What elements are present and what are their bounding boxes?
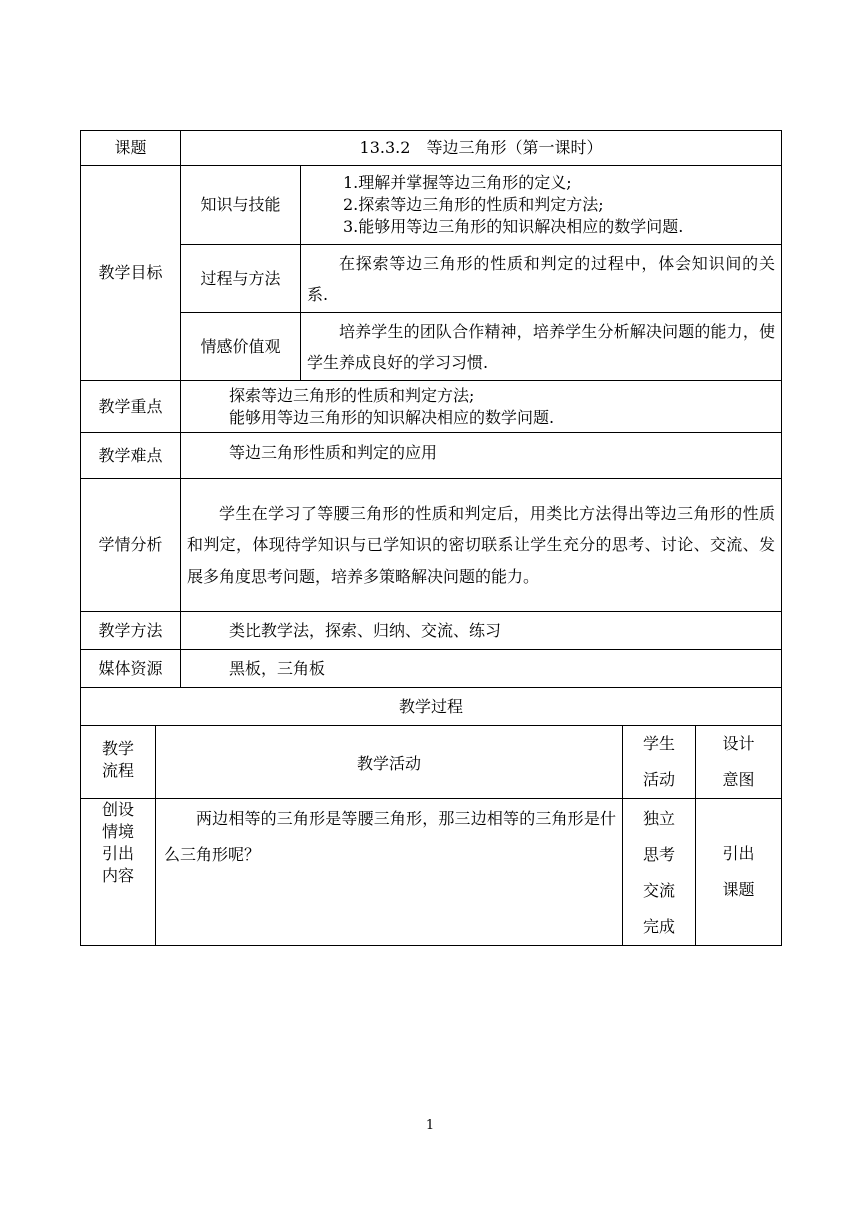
goals-label: 教学目标: [81, 166, 181, 381]
analysis-text: 学生在学习了等腰三角形的性质和判定后，用类比方法得出等边三角形的性质和判定，体现待学知识与已学知识的密切联系让学生充分的思考、讨论、交流、发展多角度思考问题，培养多策略解决问题的能力。: [181, 479, 782, 612]
goal-label-knowledge: 知识与技能: [181, 166, 301, 245]
methods-row: [81, 612, 782, 650]
row-student: [623, 799, 696, 946]
goal-row-knowledge: [81, 166, 782, 245]
goal-text-process: 在探索等边三角形的性质和判定的过程中，体会知识间的关系.: [301, 245, 782, 313]
row-activity: 两边相等的三角形是等腰三角形，那三边相等的三角形是什么三角形呢？: [156, 799, 623, 946]
page-number: 1: [425, 1118, 435, 1133]
key-points-text: [181, 381, 782, 433]
key-points-label: 教学重点: [81, 381, 181, 433]
goal-knowledge-line-1: 1.理解并掌握等边三角形的定义;: [343, 173, 572, 192]
analysis-row: [81, 479, 782, 612]
header-student: [623, 726, 696, 799]
lesson-plan-table: [80, 130, 782, 726]
process-title: 教学过程: [81, 688, 782, 726]
analysis-label: 学情分析: [81, 479, 181, 612]
header-student-line-1: 学生: [642, 734, 675, 753]
goal-label-emotion: 情感价值观: [181, 313, 301, 381]
goal-label-process: 过程与方法: [181, 245, 301, 313]
key-points-line-2: 能够用等边三角形的知识解决相应的数学问题.: [229, 407, 555, 427]
topic-row: [81, 131, 782, 166]
goal-knowledge-line-2: 2.探索等边三角形的性质和判定方法;: [343, 195, 604, 214]
resources-text: 黑板，三角板: [181, 650, 782, 688]
difficulties-text: 等边三角形性质和判定的应用: [181, 433, 782, 479]
resources-label: 媒体资源: [81, 650, 181, 688]
header-flow-line-1: 教学: [101, 739, 134, 758]
row-design: [696, 799, 782, 946]
difficulties-row: [81, 433, 782, 479]
header-design-line-2: 意图: [722, 770, 755, 789]
row-flow-line-3: 引出: [101, 844, 134, 863]
topic-value: 13.3.2 等边三角形（第一课时）: [181, 131, 782, 166]
process-row: [81, 799, 782, 946]
methods-text: 类比教学法，探索、归纳、交流、练习: [181, 612, 782, 650]
row-flow-line-1: 创设: [101, 800, 134, 819]
key-points-row: [81, 381, 782, 433]
header-design: [696, 726, 782, 799]
header-design-line-1: 设计: [722, 734, 755, 753]
row-student-line-4: 完成: [642, 917, 675, 936]
process-table: [80, 725, 782, 946]
row-student-line-2: 思考: [642, 845, 675, 864]
row-flow-line-4: 内容: [101, 866, 134, 885]
goal-row-emotion: [81, 313, 782, 381]
row-student-line-3: 交流: [642, 881, 675, 900]
row-flow: [81, 799, 156, 946]
difficulties-label: 教学难点: [81, 433, 181, 479]
row-design-line-1: 引出: [722, 844, 755, 863]
header-student-line-2: 活动: [642, 770, 675, 789]
row-flow-line-2: 情境: [101, 822, 134, 841]
process-title-row: [81, 688, 782, 726]
header-flow-line-2: 流程: [101, 761, 134, 780]
header-activity: 教学活动: [156, 726, 623, 799]
row-student-line-1: 独立: [642, 809, 675, 828]
process-header-row: [81, 726, 782, 799]
goal-text-emotion: 培养学生的团队合作精神，培养学生分析解决问题的能力，使学生养成良好的学习习惯.: [301, 313, 782, 381]
key-points-line-1: 探索等边三角形的性质和判定方法;: [229, 385, 475, 405]
goal-knowledge-line-3: 3.能够用等边三角形的知识解决相应的数学问题.: [343, 217, 684, 236]
goal-text-knowledge: [301, 166, 782, 245]
goal-row-process: [81, 245, 782, 313]
row-design-line-2: 课题: [722, 880, 755, 899]
methods-label: 教学方法: [81, 612, 181, 650]
header-flow: [81, 726, 156, 799]
resources-row: [81, 650, 782, 688]
topic-label: 课题: [81, 131, 181, 166]
